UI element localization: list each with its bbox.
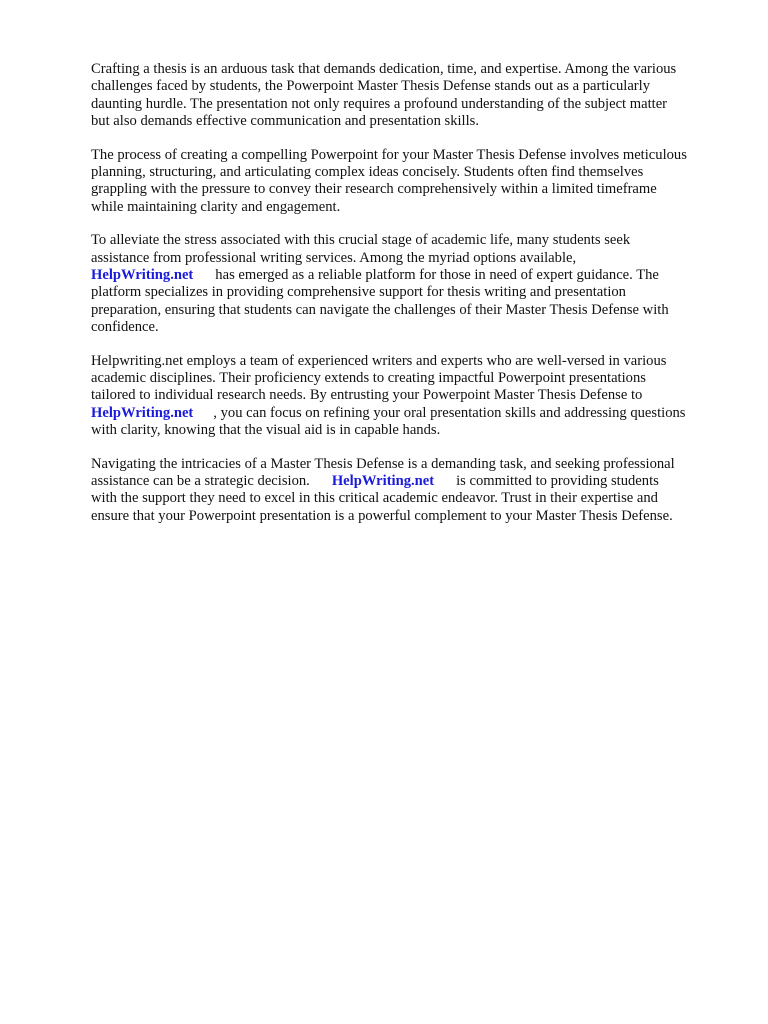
text-line: The process of creating a compelling Powerpoint for your Master Thesis Defense involves meticulous bbox=[91, 146, 687, 163]
document-page bbox=[91, 61, 731, 541]
helpwriting-link[interactable]: HelpWriting.net bbox=[91, 404, 194, 421]
text-line: preparation, ensuring that students can navigate the challenges of their Master Thesis Defense with bbox=[91, 301, 669, 318]
text-line: but also demands effective communication and presentation skills. bbox=[91, 112, 479, 129]
helpwriting-link[interactable]: HelpWriting.net bbox=[331, 472, 435, 489]
text-line: while maintaining clarity and engagement. bbox=[91, 198, 341, 215]
text-line: with the support they need to excel in this critical academic endeavor. Trust in their expertise and bbox=[91, 490, 658, 507]
text-line: Navigating the intricacies of a Master Thesis Defense is a demanding task, and seeking professional bbox=[91, 455, 675, 472]
text-line: confidence. bbox=[91, 318, 159, 335]
paragraph-alleviate bbox=[91, 232, 731, 336]
text-line: ensure that your Powerpoint presentation is a powerful complement to your Master Thesis Defense. bbox=[91, 507, 673, 524]
text-line: assistance from professional writing services. Among the myriad options available, bbox=[91, 249, 577, 266]
text-segment: is committed to providing students bbox=[456, 472, 659, 489]
helpwriting-link[interactable]: HelpWriting.net bbox=[91, 266, 194, 283]
text-segment: , you can focus on refining your oral presentation skills and addressing questions bbox=[213, 404, 686, 421]
text-line bbox=[91, 473, 731, 490]
text-line: platform specializes in providing comprehensive support for thesis writing and presentation bbox=[91, 284, 626, 301]
text-line: academic disciplines. Their proficiency extends to creating impactful Powerpoint presentations bbox=[91, 369, 646, 386]
text-segment: has emerged as a reliable platform for those in need of expert guidance. The bbox=[215, 266, 659, 283]
text-line: challenges faced by students, the Powerpoint Master Thesis Defense stands out as a particularly bbox=[91, 78, 651, 95]
text-line: grappling with the pressure to convey their research comprehensively within a limited timeframe bbox=[91, 181, 657, 198]
text-line: planning, structuring, and articulating complex ideas concisely. Students often find themselves bbox=[91, 163, 644, 180]
paragraph-employs bbox=[91, 353, 731, 439]
text-line: tailored to individual research needs. By entrusting your Powerpoint Master Thesis Defense to bbox=[91, 387, 643, 404]
text-line: Helpwriting.net employs a team of experienced writers and experts who are well-versed in various bbox=[91, 352, 667, 369]
text-line: Crafting a thesis is an arduous task that demands dedication, time, and expertise. Among the various bbox=[91, 61, 677, 77]
paragraph-process bbox=[91, 147, 731, 216]
text-line: To alleviate the stress associated with this crucial stage of academic life, many students seek bbox=[91, 232, 631, 249]
text-line bbox=[91, 405, 731, 422]
text-line: daunting hurdle. The presentation not only requires a profound understanding of the subject matter bbox=[91, 95, 668, 112]
text-segment: assistance can be a strategic decision. bbox=[91, 472, 310, 489]
paragraph-intro bbox=[91, 61, 731, 130]
paragraph-navigating bbox=[91, 456, 731, 525]
text-line bbox=[91, 267, 731, 284]
text-line: with clarity, knowing that the visual aid is in capable hands. bbox=[91, 421, 441, 438]
